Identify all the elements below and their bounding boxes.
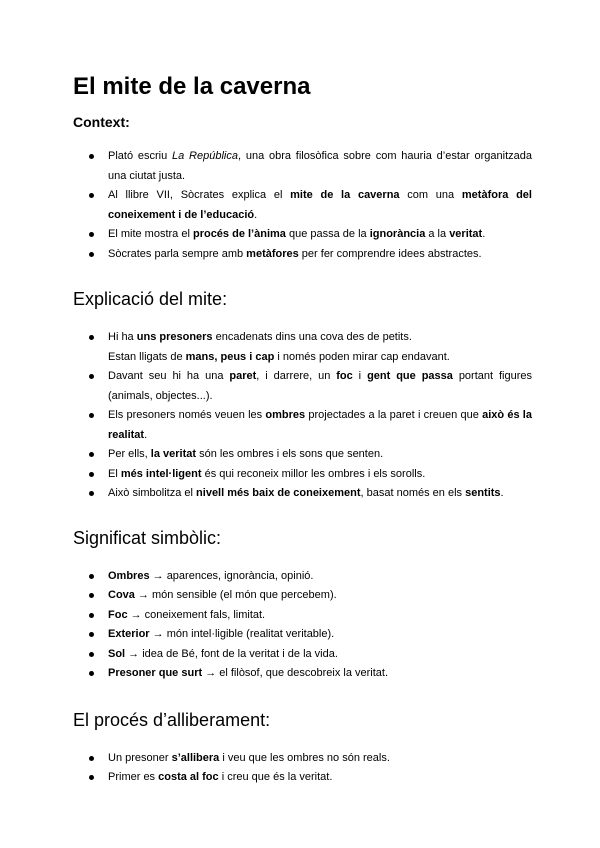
text-run: → món sensible (el món que percebem). xyxy=(134,589,337,601)
bold-text: mans, peus i cap xyxy=(185,350,275,363)
list-item xyxy=(73,147,532,186)
text-run: i veu que les ombres no són reals. xyxy=(219,751,390,764)
text-run: . xyxy=(500,487,504,499)
text-run: portant figures (animals, objectes...). xyxy=(108,370,533,402)
bullet-list xyxy=(73,328,532,504)
text-run: Davant seu hi ha una xyxy=(108,370,230,382)
bullet-list xyxy=(73,749,532,788)
list-item-text xyxy=(108,768,532,788)
text-run: i només poden mirar cap endavant. xyxy=(274,350,450,363)
bullet-icon xyxy=(89,472,94,477)
list-item-text xyxy=(108,586,532,606)
list-item-text xyxy=(108,625,532,645)
bold-text: ombres xyxy=(265,409,306,421)
bullet-list xyxy=(73,567,532,684)
text-run: a la xyxy=(425,228,450,240)
list-item xyxy=(73,225,532,245)
list-item-text xyxy=(108,245,532,265)
bullet-list xyxy=(73,147,532,264)
bold-text: foc xyxy=(336,370,353,382)
bold-text: gent que passa xyxy=(367,370,453,382)
bold-text: Ombres xyxy=(108,569,150,582)
section-symbolic-meaning xyxy=(73,525,532,684)
bullet-icon xyxy=(89,193,94,198)
list-item xyxy=(73,749,532,769)
bold-text: més intel·ligent xyxy=(120,467,202,480)
list-item-text xyxy=(108,567,532,587)
text-run: i xyxy=(352,370,368,382)
bullet-icon xyxy=(89,252,94,257)
section-heading: Context: xyxy=(73,114,130,130)
list-item xyxy=(73,586,532,606)
list-item-text xyxy=(108,606,532,626)
text-run: → aparences, ignorància, opinió. xyxy=(149,569,314,582)
bold-text: metàfora del coneixement i de l’educació xyxy=(108,189,532,221)
text-run: Estan lligats de xyxy=(108,350,186,363)
bullet-icon xyxy=(89,335,94,340)
list-item-text xyxy=(108,186,532,225)
list-item xyxy=(73,768,532,788)
text-run: . xyxy=(144,428,148,441)
list-item-text xyxy=(108,484,532,504)
text-run: Hi ha xyxy=(108,331,137,343)
list-item-text xyxy=(108,465,532,485)
section-heading: El procés d’alliberament: xyxy=(73,709,271,730)
bold-text: Presoner que surt xyxy=(108,667,203,679)
bold-text: ignorància xyxy=(369,228,426,240)
text-run: Primer es xyxy=(108,771,159,783)
list-item xyxy=(73,606,532,626)
list-item-text xyxy=(108,406,532,445)
text-run: Al llibre VII, Sòcrates explica el xyxy=(108,189,291,201)
bold-text: Foc xyxy=(108,608,128,621)
text-run: Per ells, xyxy=(108,448,151,460)
text-run: , una obra filosòfica sobre com hauria d’estar organitzada una ciutat justa. xyxy=(108,150,532,182)
text-run: → món intel·ligible (realitat veritable). xyxy=(149,628,335,640)
text-run: El mite mostra el xyxy=(108,228,193,240)
list-item xyxy=(73,664,532,684)
text-run: Sòcrates parla sempre amb xyxy=(108,247,247,260)
section-context xyxy=(73,112,532,264)
bullet-icon xyxy=(89,775,94,780)
section-heading: Significat simbòlic: xyxy=(73,527,222,548)
bullet-icon xyxy=(89,756,94,761)
list-item-text xyxy=(108,348,532,368)
text-run: com una xyxy=(399,189,462,201)
bold-text: sentits xyxy=(465,487,501,499)
list-item-text xyxy=(108,367,532,406)
bullet-icon xyxy=(89,613,94,618)
text-run: i creu que és la veritat. xyxy=(218,771,333,783)
bold-text: Exterior xyxy=(108,628,150,640)
list-item xyxy=(73,328,532,367)
text-run: Els presoners només veuen les xyxy=(108,409,266,421)
list-item xyxy=(73,645,532,665)
text-run: → coneixement fals, limitat. xyxy=(127,608,266,621)
list-item xyxy=(73,567,532,587)
text-run: que passa de la xyxy=(285,228,370,240)
list-item xyxy=(73,406,532,445)
text-run: Un presoner xyxy=(108,751,172,764)
bullet-icon xyxy=(89,632,94,637)
bullet-icon xyxy=(89,652,94,657)
italic-text: La República xyxy=(172,150,238,162)
text-run: → el filòsof, que descobreix la veritat. xyxy=(202,667,389,679)
text-run: són les ombres i els sons que senten. xyxy=(196,448,384,460)
text-run: projectades a la paret i creuen que xyxy=(305,409,483,421)
list-item-text xyxy=(108,147,532,186)
bold-text: metàfores xyxy=(246,247,299,260)
text-run: , i darrere, un xyxy=(256,370,337,382)
bullet-icon xyxy=(89,154,94,159)
bold-text: procés de l’ànima xyxy=(192,228,286,240)
bold-text: costa al foc xyxy=(158,771,219,783)
text-run: , basat només en els xyxy=(360,487,466,499)
list-item xyxy=(73,625,532,645)
text-run: . xyxy=(254,208,258,221)
bold-text: uns presoners xyxy=(136,331,213,343)
text-run: Això simbolitza el xyxy=(108,487,197,499)
bullet-icon xyxy=(89,374,94,379)
bold-text: nivell més baix de coneixement xyxy=(196,487,361,499)
bullet-icon xyxy=(89,593,94,598)
bullet-icon xyxy=(89,232,94,237)
list-item-text xyxy=(108,225,532,245)
bold-text: la veritat xyxy=(150,448,197,460)
text-run: Plató escriu xyxy=(108,150,173,162)
bullet-icon xyxy=(89,574,94,579)
section-explanation xyxy=(73,286,532,504)
bold-text: veritat xyxy=(449,228,483,240)
bold-text: s’allibera xyxy=(171,751,220,764)
bullet-icon xyxy=(89,452,94,457)
list-item-text xyxy=(108,445,532,465)
list-item-text xyxy=(108,749,532,769)
text-run: El xyxy=(108,467,121,480)
section-heading: Explicació del mite: xyxy=(73,289,228,309)
bullet-icon xyxy=(89,413,94,418)
list-item xyxy=(73,465,532,485)
bold-text: Sol xyxy=(108,647,126,660)
text-run: és qui reconeix millor les ombres i els sorolls. xyxy=(201,467,426,480)
list-item xyxy=(73,245,532,265)
list-item-text xyxy=(108,645,532,665)
bold-text: mite de la caverna xyxy=(290,189,400,201)
list-item xyxy=(73,445,532,465)
bold-text: paret xyxy=(229,370,257,382)
text-run: . xyxy=(482,228,486,240)
text-run: → idea de Bé, font de la veritat i de la vida. xyxy=(125,647,338,660)
text-run: encadenats dins una cova des de petits. xyxy=(212,331,412,343)
bold-text: això és la realitat xyxy=(108,409,532,441)
list-item xyxy=(73,484,532,504)
bold-text: Cova xyxy=(108,589,135,601)
list-item-text xyxy=(108,664,532,684)
list-item xyxy=(73,186,532,225)
page-title: El mite de la caverna xyxy=(73,73,311,100)
section-liberation-process xyxy=(73,707,532,788)
text-run: per fer comprendre idees abstractes. xyxy=(298,247,482,260)
list-item xyxy=(73,367,532,406)
list-item-text xyxy=(108,328,532,348)
bullet-icon xyxy=(89,671,94,676)
bullet-icon xyxy=(89,491,94,496)
